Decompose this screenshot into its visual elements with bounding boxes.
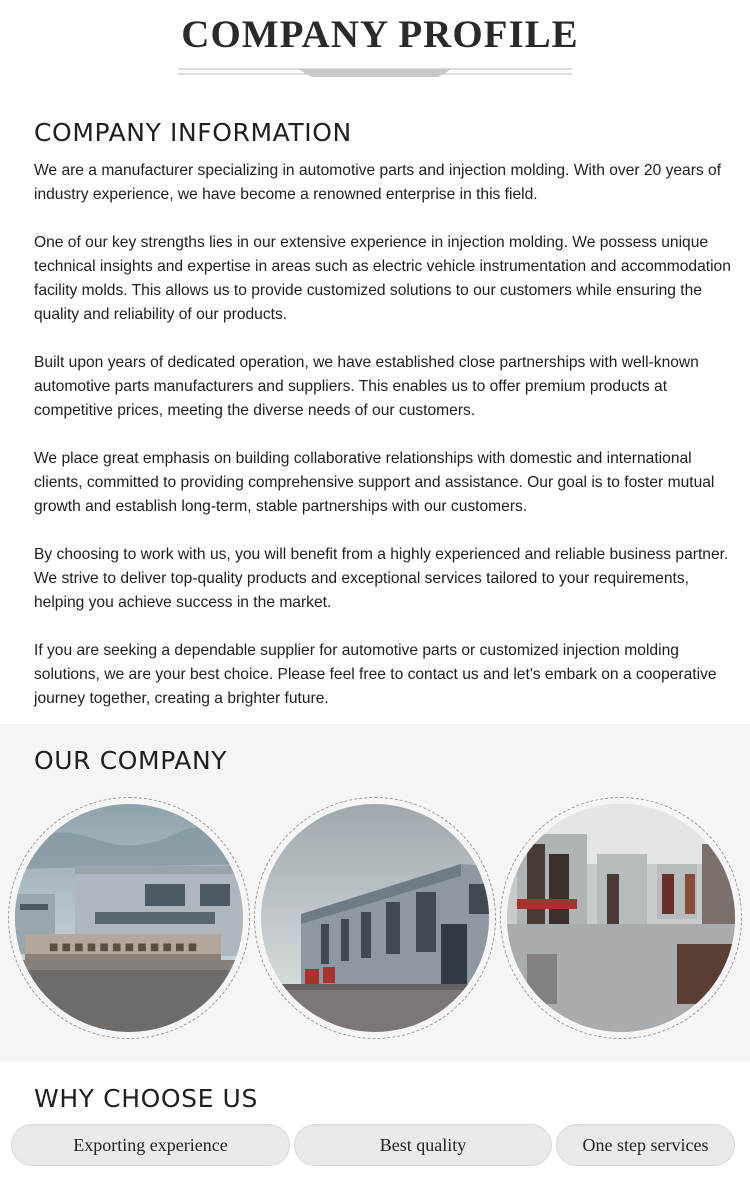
info-paragraph: By choosing to work with us, you will benefit from a highly experienced and reliable business partner. We strive to deliver top-quality products and exceptional services tailored to your requirements, helping you achieve success in the market. xyxy=(34,546,729,611)
info-paragraph: One of our key strengths lies in our extensive experience in injection molding. We possess unique technical insights and expertise in areas such as electric vehicle instrumentation and accommodation facility molds. This allows us to provide customized solutions to our customers while ensuring the quality and reliability of our products. xyxy=(34,234,731,323)
feature-best-quality: Best quality xyxy=(294,1124,552,1166)
page-title: COMPANY PROFILE xyxy=(181,13,579,56)
info-paragraph: We place great emphasis on building collaborative relationships with domestic and international clients, committed to providing comprehensive support and assistance. Our goal is to foster mutual growth and establish long-term, stable partnerships with our customers. xyxy=(34,450,715,515)
page-header xyxy=(0,0,750,95)
showroom-photo-frame xyxy=(500,797,742,1039)
why-choose-us-heading: WHY CHOOSE US xyxy=(34,1084,258,1113)
factory-building-photo xyxy=(261,804,489,1032)
factory-entrance-photo-frame xyxy=(8,797,250,1039)
company-information-heading: COMPANY INFORMATION xyxy=(34,118,352,147)
info-paragraph: We are a manufacturer specializing in automotive parts and injection molding. With over 20 years of industry experience, we have become a renowned enterprise in this field. xyxy=(34,162,722,203)
our-company-heading: OUR COMPANY xyxy=(34,746,228,775)
feature-one-step-services: One step services xyxy=(556,1124,735,1166)
factory-building-photo-frame xyxy=(254,797,496,1039)
svg-text:■ ■ ■ ■ ■ ■ ■ ■ ■ ■ ■ ■: ■ ■ ■ ■ ■ ■ ■ ■ ■ ■ ■ ■ xyxy=(48,942,198,953)
info-paragraph: Built upon years of dedicated operation, we have established close partnerships with well-known automotive parts manufacturers and suppliers. This enables us to offer premium products at competitive prices, meeting the diverse needs of our customers. xyxy=(34,354,699,419)
info-paragraph: If you are seeking a dependable supplier for automotive parts or customized injection molding solutions, we are your best choice. Please feel free to contact us and let's embark on a cooperative journey together, creating a brighter future. xyxy=(34,642,717,707)
title-divider xyxy=(178,66,572,80)
company-information-text xyxy=(34,159,740,735)
showroom-photo xyxy=(507,804,735,1032)
factory-entrance-photo xyxy=(15,804,243,1032)
our-company-section xyxy=(0,724,750,1062)
feature-exporting-experience: Exporting experience xyxy=(11,1124,290,1166)
